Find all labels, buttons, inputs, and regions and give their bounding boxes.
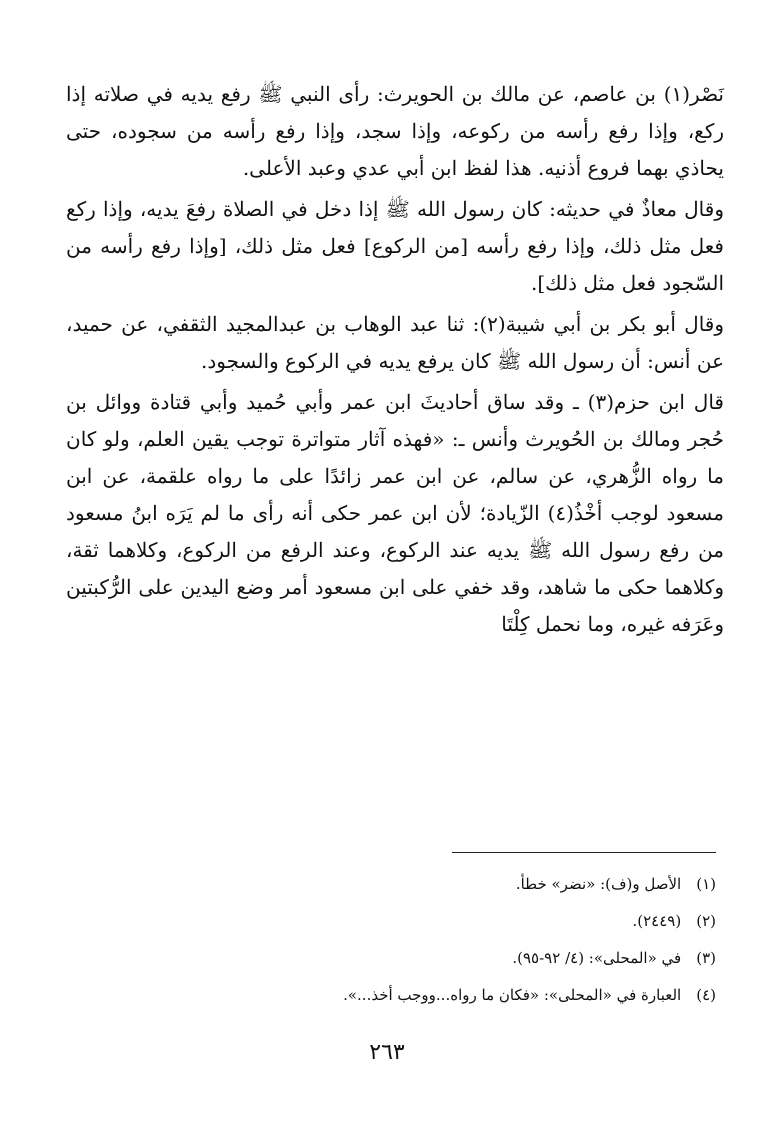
footnote-number: (٤)	[696, 986, 716, 1004]
paragraph-3: وقال أبو بكر بن أبي شيبة(٢): ثنا عبد الوهاب بن عبدالمجيد الثقفي، عن حميد، عن أنس: أن رسول الله ﷺ كان يرفع يديه في الركوع والسجود.	[66, 312, 725, 373]
footnote-text: في «المحلى»: (٤/ ٩٢-٩٥).	[512, 949, 682, 967]
footnote-4	[250, 977, 716, 1014]
footnote-separator	[452, 852, 716, 853]
footnote-text: العبارة في «المحلى»: «فكان ما رواه...ووجب أخذ...».	[343, 986, 682, 1004]
footnote-2	[250, 903, 716, 940]
footnote-number: (٢)	[696, 912, 716, 930]
page-number: ٢٦٣	[369, 1040, 405, 1065]
paragraph-1: نَصْر(١) بن عاصم، عن مالك بن الحويرث: رأى النبي ﷺ رفع يديه في صلاته إذا ركع، وإذا رفع رأسه من ركوعه، وإذا سجد، وإذا رفع رأسه من سجوده، حتى يحاذي بهما فروع أذنيه. هذا لفظ ابن أبي عدي وعبد الأعلى.	[66, 82, 724, 180]
footnote-3	[250, 940, 716, 977]
paragraph-2: وقال معاذٌ في حديثه: كان رسول الله ﷺ إذا دخل في الصلاة رفعَ يديه، وإذا ركع فعل مثل ذلك، وإذا رفع رأسه [من الركوع] فعل مثل ذلك، [وإذا رفع رأسه من السّجود فعل مثل ذلك].	[66, 197, 724, 295]
footnotes	[250, 866, 716, 1014]
footnote-1	[250, 866, 716, 903]
main-text	[66, 76, 724, 647]
footnote-number: (٣)	[696, 949, 716, 967]
footnote-text: (٢٤٤٩).	[632, 912, 682, 930]
paragraph-4: قال ابن حزم(٣) ـ وقد ساق أحاديثَ ابن عمر وأبي حُميد وأبي قتادة ووائل بن حُجر ومالك بن الحُويرث وأنس ـ: «فهذه آثار متواترة توجب يقين العلم، ولو كان ما رواه الزُّهري، عن سالم، عن ابن عمر زائدًا على ما رواه علقمة، عن ابن مسعود لوجب أخْذُ(٤) الزّيادة؛ لأن ابن عمر حكى أنه رأى ما لم يَرَه ابنُ مسعود من رفع رسول الله ﷺ يديه عند الركوع، وعند الرفع من الركوع، وكلاهما ثقة، وكلاهما حكى ما شاهد، وقد خفي على ابن مسعود أمر وضع اليدين على الرُّكبتين وعَرَفه غيره، وما نحمل كِلْتَا	[66, 390, 725, 636]
footnote-number: (١)	[696, 875, 716, 893]
footnote-text: الأصل و(ف): «نضر» خطأ.	[515, 875, 682, 893]
